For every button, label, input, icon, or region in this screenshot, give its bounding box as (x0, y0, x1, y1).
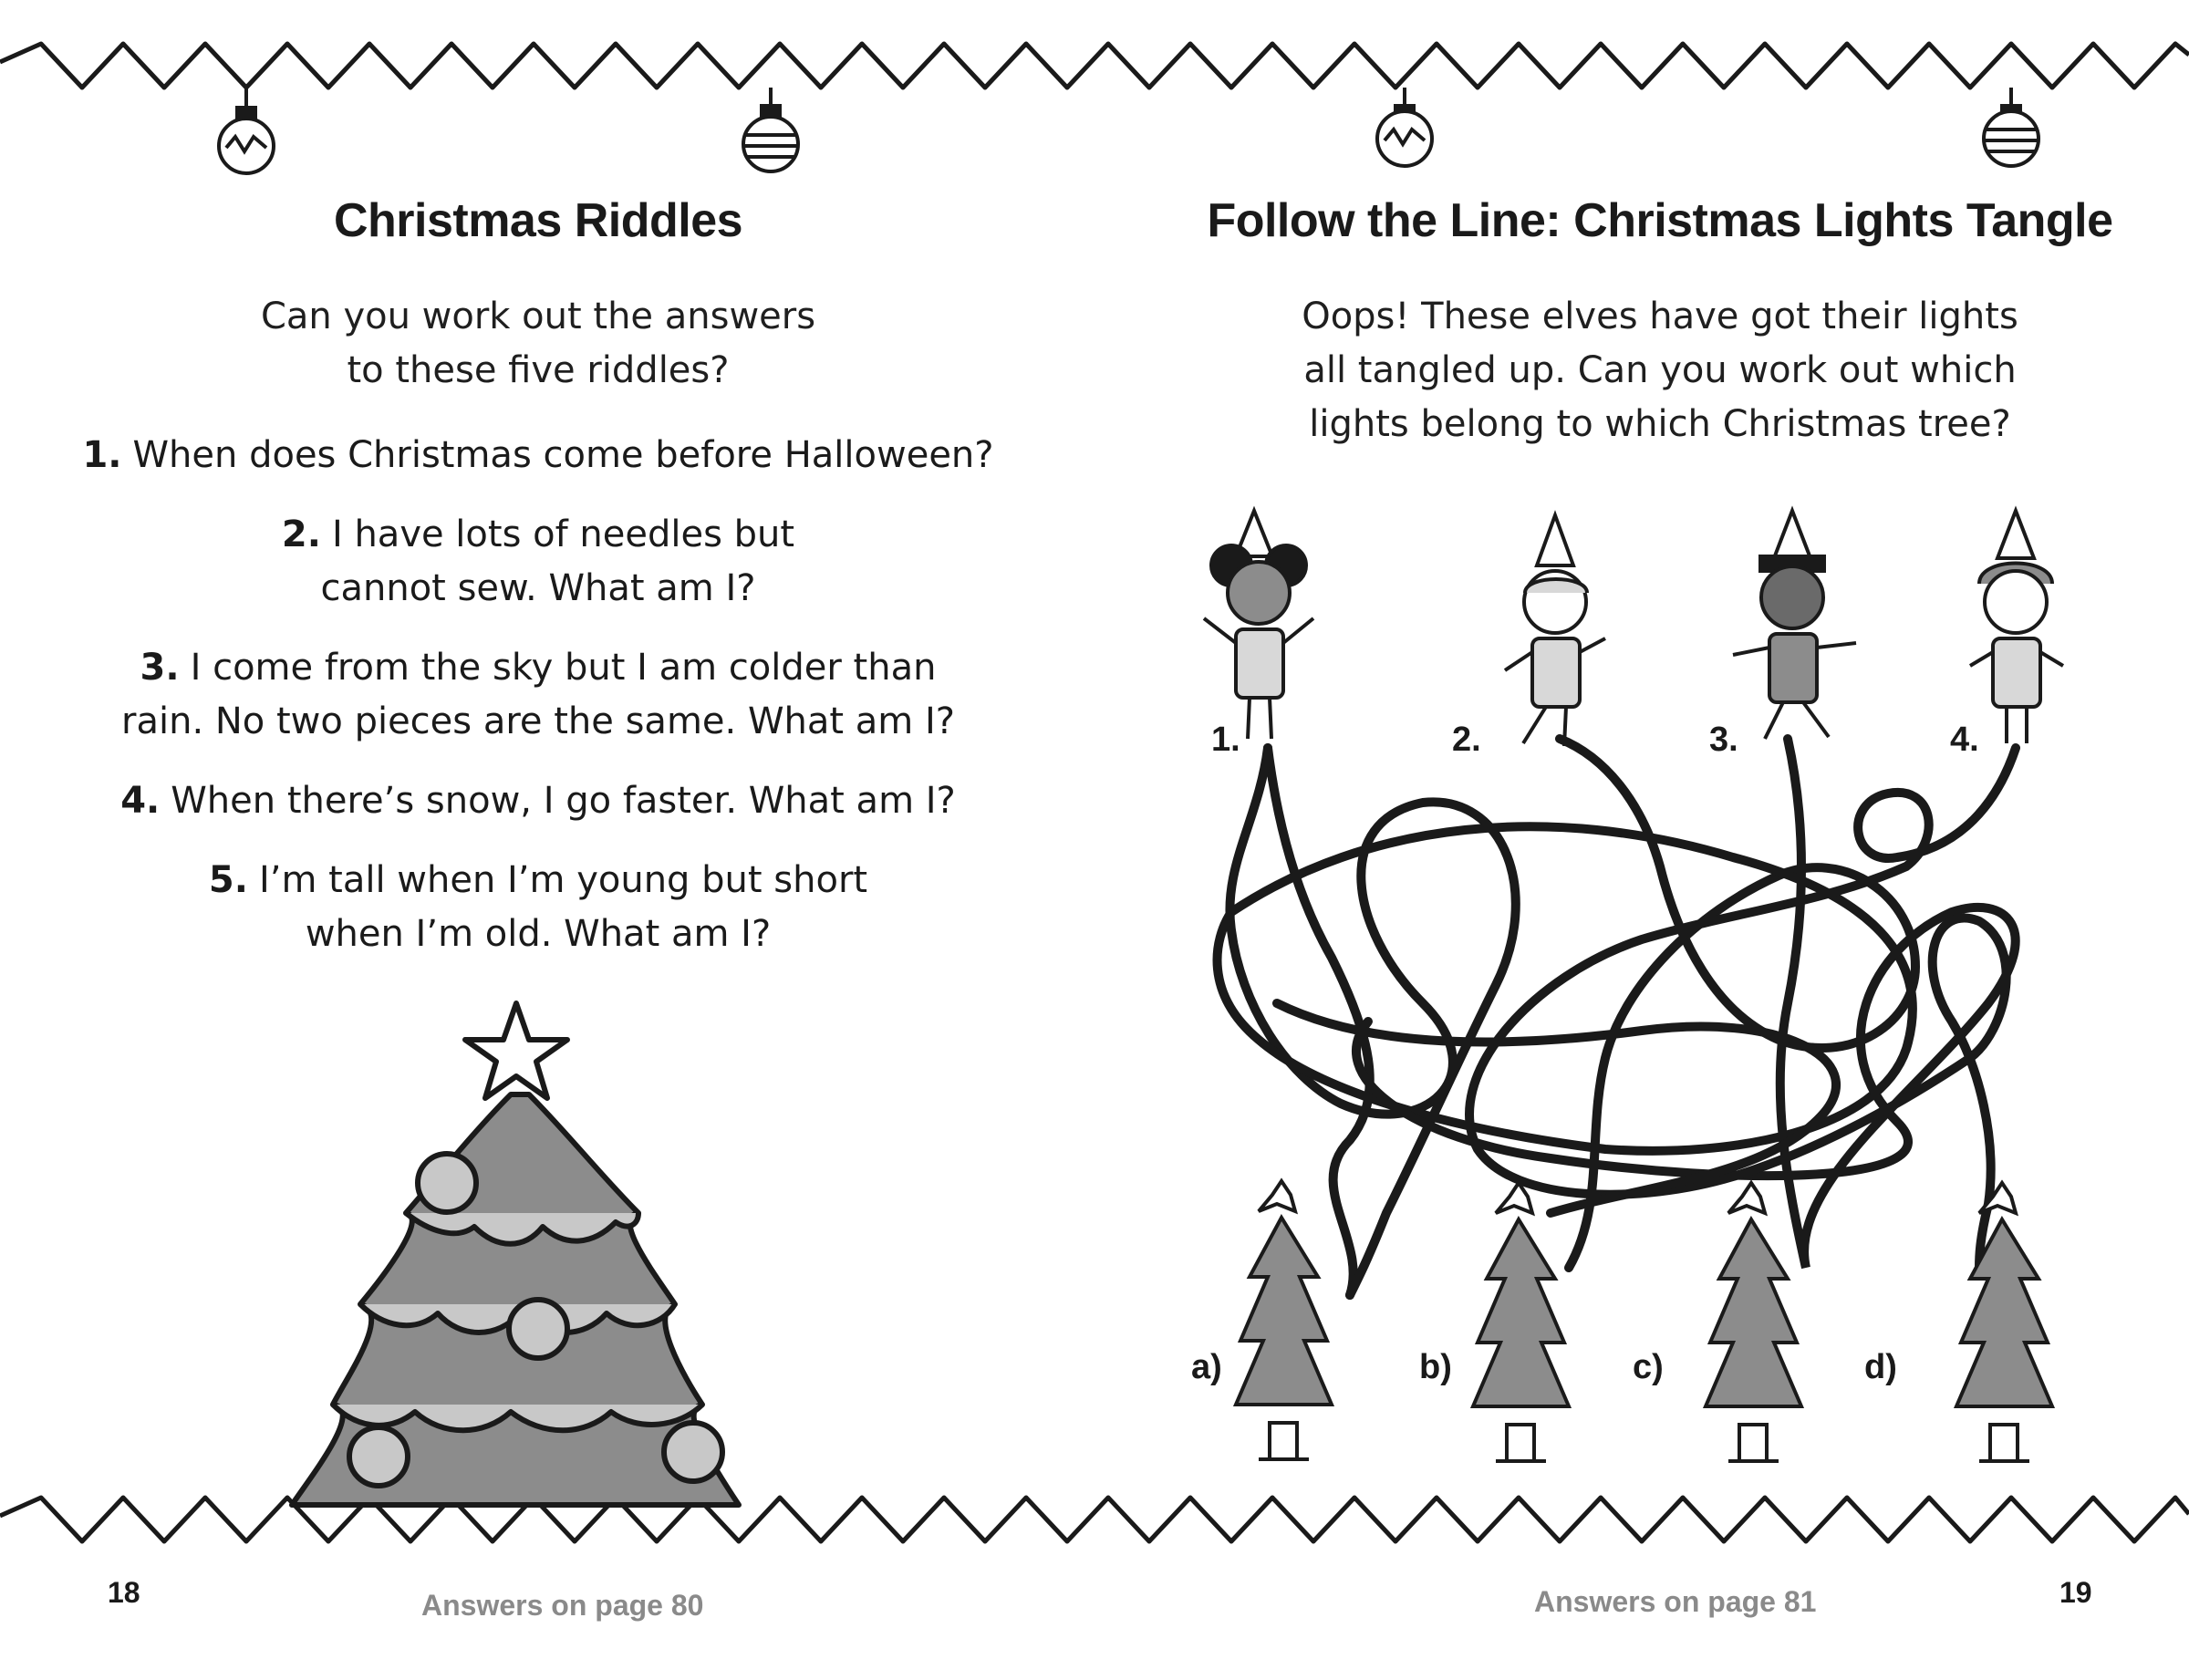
riddle-text: I have lots of needles but (331, 513, 795, 555)
page-title: Christmas Riddles (333, 194, 743, 247)
riddle-text: When there’s snow, I go faster. What am I? (171, 780, 956, 822)
answers-note: Answers on page 80 (421, 1589, 704, 1622)
elf-label-2: 2. (1452, 721, 1481, 759)
right-page (1131, 0, 2189, 1680)
page-number: 19 (2059, 1576, 2092, 1609)
riddle-item (0, 854, 1076, 961)
tree-label-c: c) (1633, 1348, 1664, 1386)
riddle-item (0, 429, 1076, 482)
riddle-number: 5. (208, 859, 248, 901)
riddle-text: rain. No two pieces are the same. What am I? (121, 700, 955, 742)
elf-label-3: 3. (1709, 721, 1738, 759)
intro-line: all tangled up. Can you work out which (1303, 349, 2017, 391)
page-title: Follow the Line: Christmas Lights Tangle (1207, 194, 2113, 247)
riddle-item (0, 508, 1076, 616)
riddle-list (0, 429, 1076, 987)
intro-text (1131, 290, 2189, 451)
answers-note: Answers on page 81 (1534, 1585, 1817, 1618)
riddle-text: I’m tall when I’m young but short (258, 859, 868, 901)
elf-label-4: 4. (1950, 721, 1979, 759)
riddle-text: I come from the sky but I am colder than (190, 647, 937, 689)
tree-label-b: b) (1419, 1348, 1452, 1386)
intro-line: Can you work out the answers (260, 296, 816, 337)
riddle-number: 1. (82, 434, 122, 476)
intro-line: lights belong to which Christmas tree? (1309, 403, 2011, 445)
riddle-number: 3. (140, 647, 180, 689)
intro-line: to these five riddles? (347, 349, 730, 391)
page-number: 18 (108, 1576, 140, 1609)
riddle-text: when I’m old. What am I? (305, 913, 772, 955)
riddle-item (0, 641, 1076, 749)
riddle-number: 2. (281, 513, 321, 555)
riddle-number: 4. (120, 780, 161, 822)
riddle-text: When does Christmas come before Halloween? (132, 434, 994, 476)
tree-label-a: a) (1191, 1348, 1222, 1386)
riddle-item (0, 774, 1076, 828)
elf-label-1: 1. (1211, 721, 1240, 759)
left-page (0, 0, 1076, 1680)
riddle-text: cannot sew. What am I? (320, 567, 756, 609)
intro-line: Oops! These elves have got their lights (1302, 296, 2018, 337)
intro-text (0, 290, 1076, 398)
tree-label-d: d) (1864, 1348, 1897, 1386)
